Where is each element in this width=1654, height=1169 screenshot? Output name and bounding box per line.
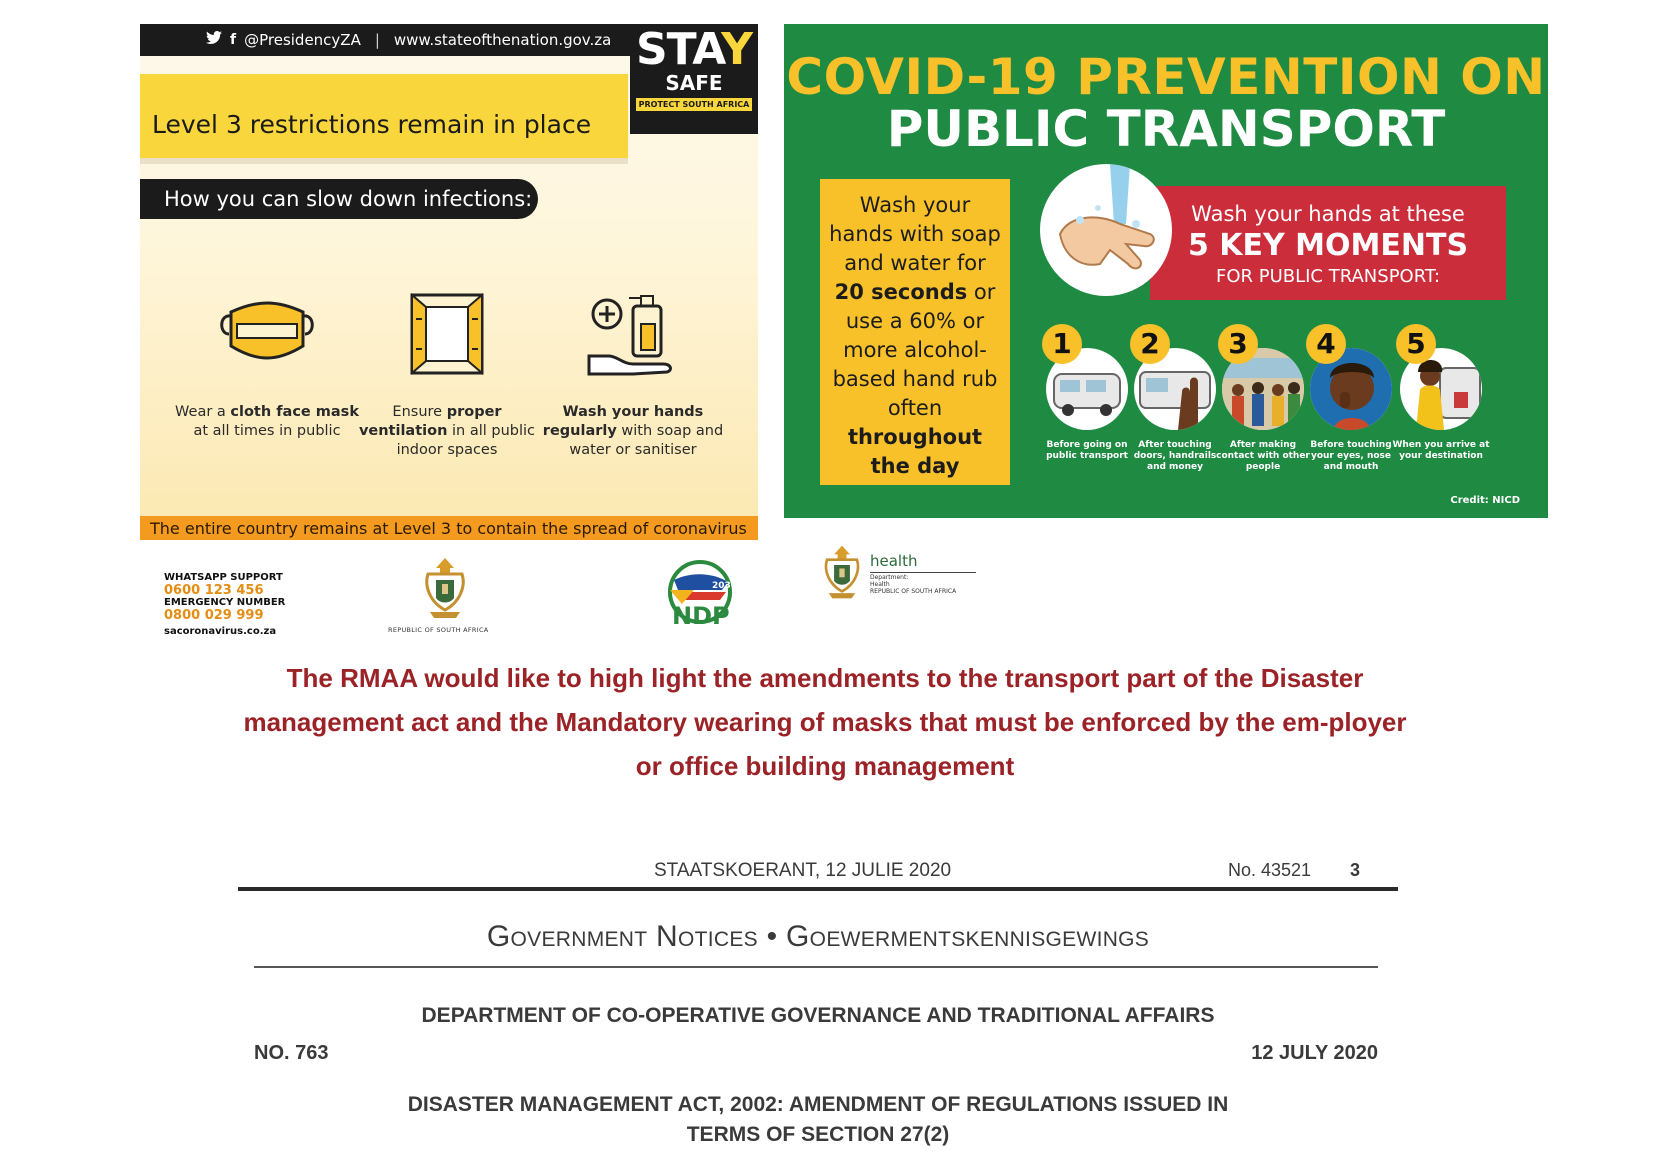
window-icon [352,279,542,389]
gazette-notices-heading: Government Notices • Goewermentskennisgewings [486,920,1150,953]
moment-number: 4 [1306,324,1346,364]
gazette-number: No. 43521 [1228,860,1312,880]
wash-instructions-box: Wash your hands with soap and water for 20 seconds or use a 60% or more alcohol-based hand rub often throughout the day [820,179,1010,485]
hand-washing-icon [1040,164,1172,296]
social-handle: @PresidencyZA [244,31,361,49]
key-line3: FOR PUBLIC TRANSPORT: [1215,266,1441,287]
notice-number: NO. 763 [254,1042,329,1064]
gazette-header: STAATSKOERANT, 12 JULIE 2020 [654,860,952,881]
emergency-label: EMERGENCY NUMBER [164,597,286,608]
support-website: sacoronavirus.co.za [164,626,277,637]
protect-sa-text: PROTECT SOUTH AFRICA [636,98,753,111]
divider [254,966,1378,968]
safe-text: SAFE [665,71,723,95]
headline-text: Level 3 restrictions remain in place [152,110,592,139]
health-department-text: Department: Health REPUBLIC OF SOUTH AFRICA [870,574,957,595]
poster-footer-bar [140,516,758,540]
health-word: health [870,552,918,570]
poster-footer-text: The entire country remains at Level 3 to contain the spread of coronavirus [150,518,747,538]
twitter-icon [206,31,222,49]
tip-face-mask [172,279,362,441]
rsa-coat-of-arms-icon [420,556,470,625]
moment-caption: After making contact with other people [1216,440,1310,472]
department-heading: DEPARTMENT OF CO-OPERATIVE GOVERNANCE AND TRADITIONAL AFFAIRS [421,1004,1215,1027]
key-moments-banner [1150,186,1506,300]
highlight-paragraph: The RMAA would like to high light the amendments to the transport part of the Disaster management act and the Mandatory wearing of masks that must be enforced by the em-ployer or office building management [243,663,1407,781]
whatsapp-label: WHATSAPP SUPPORT [164,572,283,583]
tip-caption: Ensure proper ventilation in all public indoor spaces [358,404,536,458]
moment-caption: When you arrive at your destination [1392,440,1490,461]
transport-poster [784,24,1548,518]
facebook-icon: f [230,32,237,48]
level3-poster [140,24,758,540]
ndp-year: 2030 [712,581,738,591]
moment-caption: Before touching your eyes, nose and mouth [1310,440,1392,472]
transport-title-line1: COVID-19 PREVENTION ON [786,48,1546,106]
stay-text: STA [635,24,722,75]
moment-number: 1 [1042,324,1082,364]
subheading-text: How you can slow down infections: [164,187,533,211]
gazette-page-number: 3 [1350,860,1361,880]
separator: | [374,31,380,49]
key-line1: Wash your hands at these [1191,202,1465,226]
divider [870,572,976,573]
moment-number: 5 [1396,324,1436,364]
stay-y-text: Y [721,24,752,75]
credit-text: Credit: NICD [1450,495,1520,506]
sanitiser-icon [538,279,728,389]
ndp-text: NDP [672,602,730,630]
whatsapp-number: 0600 123 456 [164,583,264,598]
moment-caption: Before going on public transport [1046,440,1128,461]
moment-number: 2 [1130,324,1170,364]
tip-wash-hands [538,279,728,460]
rsa-label: REPUBLIC OF SOUTH AFRICA [388,626,489,634]
tip-caption: Wash your hands regularly with soap and water or sanitiser [542,404,724,458]
notice-date: 12 JULY 2020 [1251,1042,1378,1064]
transport-title-line2: PUBLIC TRANSPORT [886,100,1446,158]
ndp-2030-logo [660,560,740,630]
health-coat-of-arms-icon [820,542,864,607]
moment-number: 3 [1218,324,1258,364]
act-title: DISASTER MANAGEMENT ACT, 2002: AMENDMENT OF REGULATIONS ISSUED IN TERMS OF SECTION 27(2) [407,1093,1229,1146]
stay-safe-logo [630,24,758,134]
poster-website: www.stateofthenation.gov.za [393,31,612,49]
subheading-bar [140,179,538,219]
tip-ventilation [352,279,542,460]
headline-banner [140,74,628,158]
emergency-number: 0800 029 999 [164,608,264,623]
tip-caption: Wear a cloth face mask at all times in public [175,404,359,439]
face-mask-icon [172,279,362,389]
moment-caption: After touching doors, handrails and money [1133,440,1217,472]
support-contacts [164,572,285,638]
divider [238,887,1398,891]
key-line2: 5 KEY MOMENTS [1187,228,1469,263]
